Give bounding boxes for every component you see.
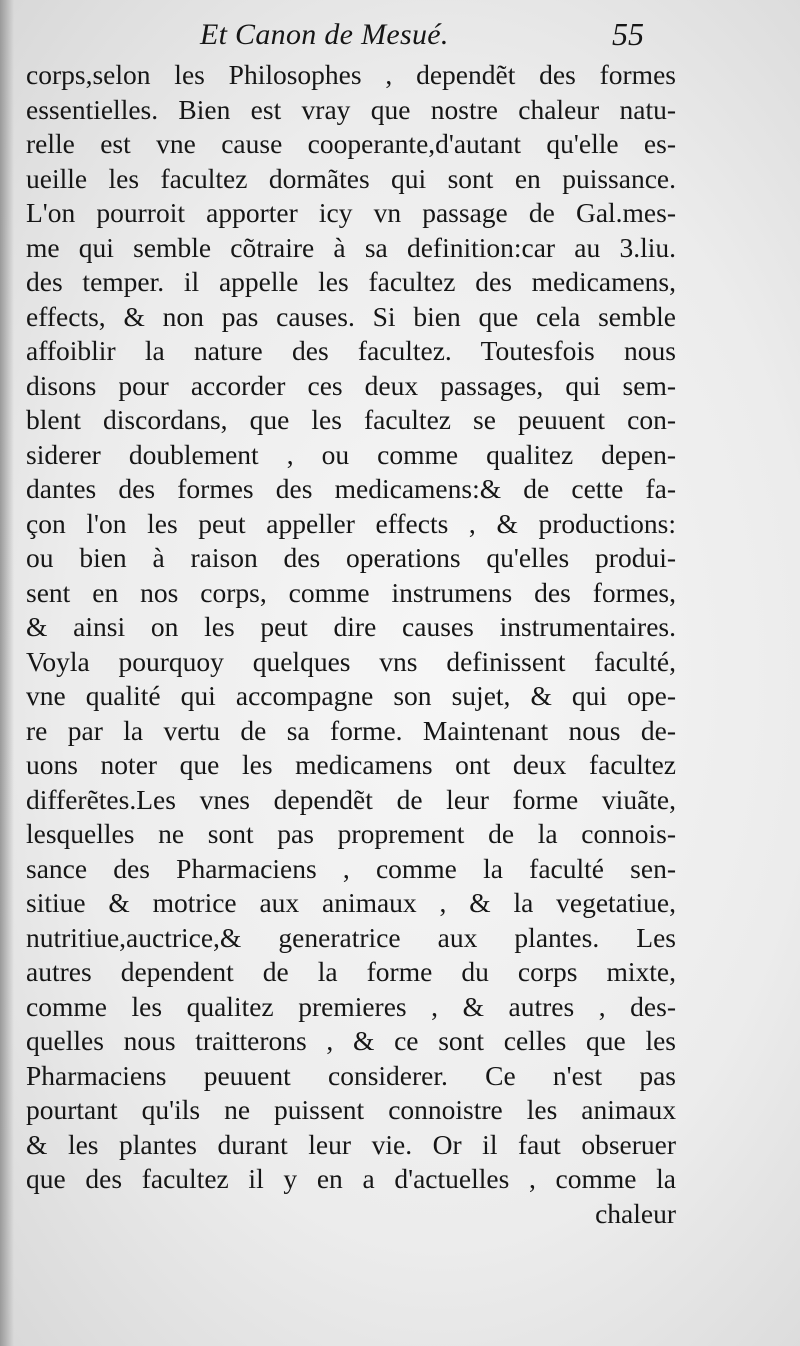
running-title: Et Canon de Mesué. [200, 18, 449, 51]
text-line: re par la vertu de sa forme. Maintenant nous de- [26, 714, 676, 746]
text-line: & ainsi on les peut dire causes instrumentaires. [26, 611, 676, 642]
page-header [0, 14, 800, 58]
text-line: nutritiue,auctrice,& generatrice aux plantes. Les [26, 921, 676, 953]
text-line: sitiue & motrice aux animaux , & la vegetatiue, [26, 887, 676, 918]
text-line: relle est vne cause cooperante,d'autant qu'elle es- [26, 128, 676, 159]
text-line: autres dependent de la forme du corps mixte, [26, 956, 676, 987]
text-line: comme les qualitez premieres , & autres , des- [26, 990, 676, 1022]
text-line: uons noter que les medicamens ont deux facultez [26, 749, 676, 780]
text-line: quelles nous traitterons , & ce sont celles que les [26, 1025, 676, 1056]
text-line: çon l'on les peut appeller effects , & productions: [26, 507, 676, 539]
text-line: blent discordans, que les facultez se peuuent con- [26, 404, 676, 435]
text-line: effects, & non pas causes. Si bien que cela semble [26, 300, 676, 332]
text-line: siderer doublement , ou comme qualitez depen- [26, 438, 676, 470]
text-line: Pharmaciens peuuent considerer. Ce n'est pas [26, 1059, 676, 1091]
text-line: differẽtes.Les vnes dependẽt de leur forme viuãte, [26, 783, 676, 815]
text-line: dantes des formes des medicamens:& de cette fa- [26, 473, 676, 504]
text-line: disons pour accorder ces deux passages, qui sem- [26, 369, 676, 401]
text-line: L'on pourroit apporter icy vn passage de Gal.mes- [26, 197, 676, 228]
text-line: que des facultez il y en a d'actuelles , comme la [26, 1163, 676, 1194]
catchword: chaleur [595, 1197, 676, 1229]
text-line: sance des Pharmaciens , comme la faculté sen- [26, 852, 676, 884]
text-line: vne qualité qui accompagne son sujet, & qui ope- [26, 680, 676, 711]
text-line: lesquelles ne sont pas proprement de la connois- [26, 818, 676, 849]
page-gutter-shadow [0, 0, 14, 1346]
text-line: essentielles. Bien est vray que nostre chaleur natu- [26, 93, 676, 125]
text-line: affoiblir la nature des facultez. Toutesfois nous [26, 335, 676, 366]
text-line: pourtant qu'ils ne puissent connoistre les animaux [26, 1094, 676, 1125]
text-line: me qui semble cõtraire à sa definition:car au 3.liu. [26, 231, 676, 263]
text-line: & les plantes durant leur vie. Or il faut obseruer [26, 1128, 676, 1160]
body-text [26, 58, 676, 1231]
text-line: des temper. il appelle les facultez des medicamens, [26, 266, 676, 297]
text-line: corps,selon les Philosophes , dependẽt des formes [26, 59, 676, 90]
text-line: ou bien à raison des operations qu'elles produi- [26, 542, 676, 573]
text-line: sent en nos corps, comme instrumens des formes, [26, 576, 676, 608]
text-line: Voyla pourquoy quelques vns definissent faculté, [26, 645, 676, 677]
text-line: ueille les facultez dormãtes qui sont en puissance. [26, 162, 676, 194]
page-number: 55 [612, 16, 644, 52]
